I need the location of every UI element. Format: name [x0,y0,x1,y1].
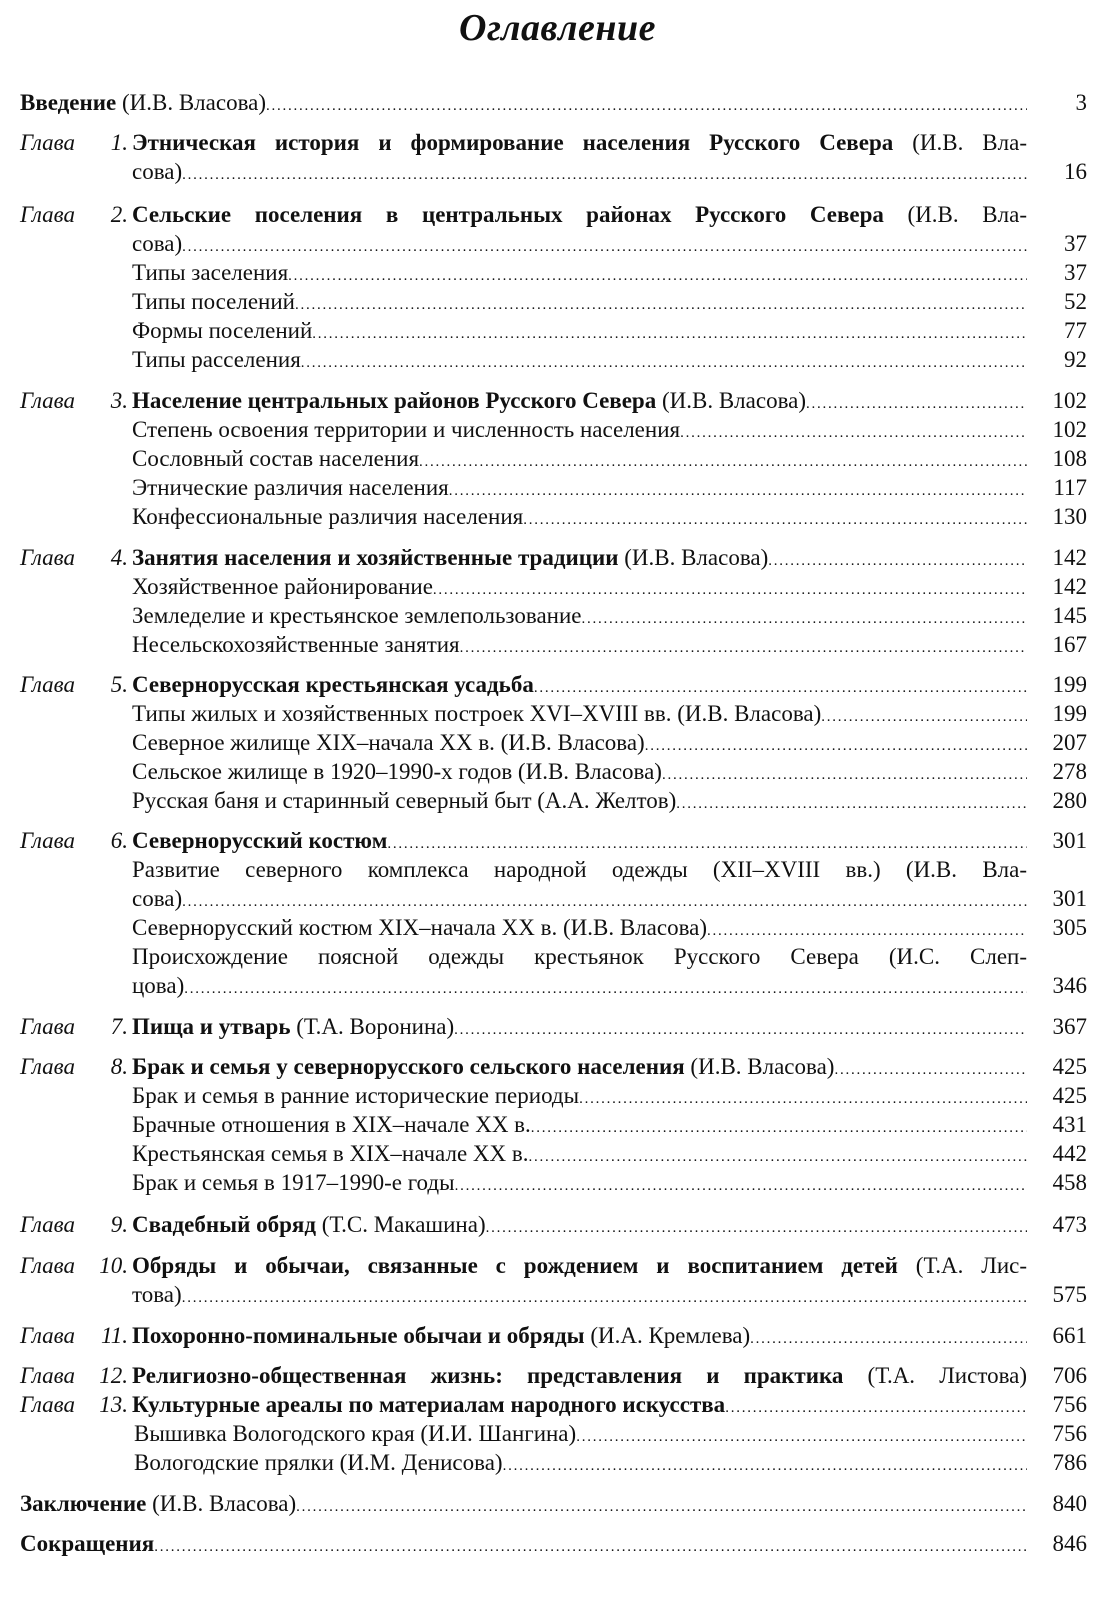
toc-subentry: Брачные отношения в XIX–начале XX в. . . . 431 [0,1110,1115,1139]
toc-subentry: Сословный состав населения . . . 108 [0,444,1115,473]
toc-entry-ch13 [0,1390,1115,1419]
page-number: 840 [1052,1491,1087,1516]
page-number: 425 [1052,1083,1087,1108]
entry-author: (И.В. Власова) [618,545,769,570]
toc-subentry: Русская баня и старинный северный быт (А.А. Желтов) . . . 280 [0,786,1115,815]
page-number: 108 [1052,446,1087,471]
entry-author: (И.А. Кремлева) [584,1323,751,1348]
entry-title: Население центральных районов Русского Севера [132,388,657,413]
chapter-label: Глава [20,1363,75,1388]
page-number: 301 [1052,886,1087,911]
page-number: 77 [1064,318,1087,343]
toc-entry-ch3 [0,386,1115,415]
chapter-number: 6. [110,828,128,853]
toc-subentry: Степень освоения территории и численность населения . . . 102 [0,415,1115,444]
entry-author: (Т.С. Макашина) [315,1212,486,1237]
entry-author: (И.В. Вла- [893,130,1027,155]
toc-subentry: Брак и семья в 1917–1990-е годы . . . 458 [0,1168,1115,1197]
entry-title: Пища и утварь [132,1014,291,1039]
page-number: 37 [1064,260,1087,285]
entry-title: Занятия населения и хозяйственные традиции [132,545,619,570]
chapter-label: Глава [20,1054,75,1079]
page-number: 458 [1052,1170,1087,1195]
chapter-label: Глава [20,130,75,155]
toc-subentry: Происхождение поясной одежды крестьянок Русского Севера (И.С. Слеп- [132,944,1027,969]
toc-entry-ch11 [0,1321,1115,1350]
page-number: 207 [1052,730,1087,755]
chapter-number: 9. [110,1212,128,1237]
chapter-label: Глава [20,545,75,570]
page-number: 37 [1064,231,1087,256]
page-number: 130 [1052,504,1087,529]
toc-entry-ch7 [0,1012,1115,1041]
chapter-label: Глава [20,828,75,853]
page-number: 52 [1064,289,1087,314]
page-number: 473 [1052,1212,1087,1237]
entry-author: (Т.А. Лис- [897,1253,1027,1278]
chapter-number: 10. [99,1253,128,1278]
dot-leader [460,630,1027,663]
toc-entry-ch12 [0,1361,1115,1390]
chapter-label: Глава [20,388,75,413]
page-number: 199 [1052,672,1087,697]
entry-author: (Т.А. Воронина) [290,1014,455,1039]
entry-continuation: това) [132,1282,182,1307]
chapter-number: 12. [99,1363,128,1388]
toc-subentry: Типы заселения . . . 37 [0,258,1115,287]
page-number: 280 [1052,788,1087,813]
toc-entry-ch9 [0,1210,1115,1239]
page-number: 367 [1052,1014,1087,1039]
page-title: Оглавление [459,7,656,49]
chapter-label: Глава [20,1392,75,1417]
dot-leader [503,1448,1027,1481]
page-number: 92 [1064,347,1087,372]
toc-subentry: Севернорусский костюм XIX–начала XX в. (И.В. Власова) . . . 305 [0,913,1115,942]
toc-subentry: Развитие северного комплекса народной одежды (XII–XVIII вв.) (И.В. Вла- [132,857,1027,882]
entry-title: Похоронно-поминальные обычаи и обряды [132,1323,585,1348]
page-number: 199 [1052,701,1087,726]
page-number: 102 [1052,417,1087,442]
toc-entry-ch5 [0,670,1115,699]
toc-entry-ch1 [0,128,1115,157]
toc-entry-ch6 [0,826,1115,855]
toc-subentry: Северное жилище XIX–начала XX в. (И.В. Власова) . . . 207 [0,728,1115,757]
page-number: 278 [1052,759,1087,784]
page-number: 442 [1052,1141,1087,1166]
dot-leader [301,345,1027,378]
dot-leader [486,1210,1027,1243]
page-number: 3 [1075,90,1087,115]
page-number: 346 [1052,973,1087,998]
entry-author: (И.В. Власова) [684,1054,835,1079]
page-number: 142 [1052,545,1087,570]
toc-entry-ch2 [0,200,1115,229]
chapter-number: 4. [110,545,128,570]
entry-title: Брак и семья у севернорусского сельского населения [132,1054,685,1079]
toc-subentry: Несельскохозяйственные занятия . . . 167 [0,630,1115,659]
page-number: 117 [1053,475,1087,500]
chapter-label: Глава [20,202,75,227]
chapter-number: 5. [110,672,128,697]
toc-subentry: Типы поселений . . . 52 [0,287,1115,316]
chapter-number: 11. [100,1323,128,1348]
dot-leader [182,1280,1027,1313]
toc-entry-conclusion [0,1489,1115,1518]
entry-title: Свадебный обряд [132,1212,316,1237]
toc-entry-ch10 [0,1251,1115,1280]
page-number: 756 [1052,1421,1087,1446]
entry-title: Севернорусский костюм [132,828,388,853]
toc-subentry: Вологодские прялки (И.М. Денисова) . . . 786 [0,1448,1115,1477]
entry-title: Сокращения [20,1531,155,1556]
dot-leader [455,1168,1027,1201]
dot-leader [266,88,1027,121]
entry-title: Введение [20,90,117,115]
chapter-number: 1. [110,130,128,155]
chapter-number: 3. [110,388,128,413]
entry-title: Культурные ареалы по материалам народного искусства [132,1392,726,1417]
page-number: 167 [1052,632,1087,657]
toc-entry-ch4 [0,543,1115,572]
chapter-number: 13. [99,1392,128,1417]
chapter-label: Глава [20,1212,75,1237]
toc-subentry: Формы поселений . . . 77 [0,316,1115,345]
entry-author: (Т.А. Листова) [843,1363,1027,1388]
toc-subentry: Этнические различия населения . . . 117 [0,473,1115,502]
page-number: 425 [1052,1054,1087,1079]
toc-subentry: Брак и семья в ранние исторические периоды . . . 425 [0,1081,1115,1110]
entry-author: (И.В. Власова) [656,388,806,413]
toc-subentry: Хозяйственное районирование . . . 142 [0,572,1115,601]
toc-subentry: Вышивка Вологодского края (И.И. Шангина) . . . 756 [0,1419,1115,1448]
page-number: 706 [1052,1363,1087,1388]
toc-subentry: Сельское жилище в 1920–1990-х годов (И.В. Власова) . . . 278 [0,757,1115,786]
dot-leader [296,1489,1027,1522]
entry-title: Сельские поселения в центральных районах Русского Севера [132,202,884,227]
chapter-label: Глава [20,1323,75,1348]
page-number: 145 [1052,603,1087,628]
entry-continuation: сова) [132,231,183,256]
page-number: 786 [1052,1450,1087,1475]
entry-author: (И.В. Власова) [116,90,267,115]
page-number: 431 [1052,1112,1087,1137]
chapter-number: 2. [110,202,128,227]
toc-entry-intro [0,88,1115,117]
page-number: 102 [1052,388,1087,413]
toc-subentry: Крестьянская семья в XIX–начале XX в. . . . 442 [0,1139,1115,1168]
entry-continuation: сова) [132,159,183,184]
toc-entry-ch8 [0,1052,1115,1081]
page-number: 846 [1052,1531,1087,1556]
dot-leader [454,1012,1027,1045]
entry-title: Севернорусская крестьянская усадьба [132,672,534,697]
toc-subentry: Типы расселения . . . 92 [0,345,1115,374]
entry-author: (И.В. Вла- [883,202,1027,227]
entry-title: Этническая история и формирование населения Русского Севера [132,130,894,155]
chapter-number: 7. [110,1014,128,1039]
page-number: 661 [1052,1323,1087,1348]
chapter-label: Глава [20,672,75,697]
dot-leader [184,971,1027,1004]
page-number: 305 [1052,915,1087,940]
toc-entry-abbreviations [0,1529,1115,1558]
page-number: 575 [1052,1282,1087,1307]
chapter-number: 8. [110,1054,128,1079]
dot-leader [523,502,1027,535]
entry-title: Обряды и обычаи, связанные с рождением и воспитанием детей [132,1253,898,1278]
entry-author: (И.В. Власова) [146,1491,297,1516]
toc-subentry: Типы жилых и хозяйственных построек XVI–XVIII вв. (И.В. Власова) . . . 199 [0,699,1115,728]
page-number: 756 [1052,1392,1087,1417]
entry-title: Религиозно-общественная жизнь: представления и практика [132,1363,844,1388]
toc-subentry: Конфессиональные различия населения . . . 130 [0,502,1115,531]
toc-subentry: Земледелие и крестьянское землепользование . . . 145 [0,601,1115,630]
dot-leader [676,786,1027,819]
dot-leader [182,157,1027,190]
chapter-label: Глава [20,1253,75,1278]
dot-leader [154,1529,1027,1562]
page-number: 142 [1052,574,1087,599]
entry-title: Заключение [20,1491,147,1516]
chapter-label: Глава [20,1014,75,1039]
page-number: 301 [1052,828,1087,853]
toc-page: Оглавление Введение (И.В. Власова) . . . 3 Глава 1. Этническая история и формирование населения Русского Севера (И.В. Вла- сова) . . . 16 Глава 2. Сельские поселения в центральных районах Русского Севера (И.В. Вла- сова) . . . 37 Типы заселения . . . 37 Типы поселений . . . 52 Формы поселений . . . 77 Типы расселения . . . 92 Глава 3. Население центральных районов Русского Севера (И.В. Власова) . . . 102 Степень освоения территории и численность населения . . . 102 Сословный состав населения . . . 108 Этнические различия населения . . . 117 Конфессиональные различия населения . . . 130 Глава 4. Занятия населения и хозяйственные традиции (И.В. Власова) . . . 142 Хозяйственное районирование . . . 142 Земледелие и крестьянское землепользование . . . 145 Несельскохозяйственные занятия . . . 167 Глава 5. Севернорусская крестьянская усадьба . . . 199 Типы жилых и хозяйственных построек XVI–XVIII вв. (И.В. Власова) . . . 199 Северное жилище XIX–начала XX в. (И.В. Власова) . . . 207 Сельское жилище в 1920–1990-х годов (И.В. Власова) . . . 278 Русская баня и старинный северный быт (А.А. Желтов) . . . 280 Глава 6. Севернорусский костюм . . . 301 Развитие северного комплекса народной одежды (XII–XVIII вв.) (И.В. Вла- сова) . . . 301 Севернорусский костюм XIX–начала XX в. (И.В. Власова) . . . 305 Происхождение поясной одежды крестьянок Русского Севера (И.С. Слеп- цова) . . . 346 Глава 7. Пища и утварь (Т.А. Воронина) . . . 367 Глава 8. Брак и семья у севернорусского сельского населения (И.В. Власова) . . . 425 Брак и семья в ранние исторические периоды . . . 425 Брачные отношения в XIX–начале XX в. . . . 431 Крестьянская семья в XIX–начале XX в. . . . 442 Брак и семья в 1917–1990-е годы . . . 458 Глава 9. Свадебный обряд (Т.С. Макашина) . . . 473 Глава 10. Обряды и обычаи, связанные с рождением и воспитанием детей (Т.А. Лис- това) . . . 575 Глава 11. Похоронно-поминальные обычаи и обряды (И.А. Кремлева) . . . 661 Глава 12. Религиозно-общественная жизнь: представления и практика (Т.А. Листова) 706 Глава 13. Культурные ареалы по материалам народного искусства . . . 756 Вышивка Вологодского края (И.И. Шангина) . . . 756 Вологодские прялки (И.М. Денисова) . . . 786 Заключение (И.В. Власова) . . . 840 Сокращения . . . 846 [0,0,1115,1600]
page-number: 16 [1064,159,1087,184]
